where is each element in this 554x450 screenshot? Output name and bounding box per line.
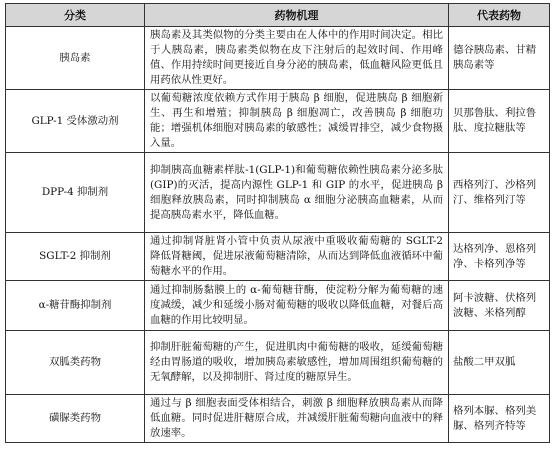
category-cell: α-糖苷酶抑制剂 — [6, 281, 145, 331]
diabetes-drug-table — [5, 3, 550, 443]
header-drugs: 代表药物 — [449, 4, 550, 27]
drugs-cell: 盐酸二甲双胍 — [449, 331, 550, 395]
table-row — [6, 331, 550, 395]
category-cell: 磺脲类药物 — [6, 395, 145, 443]
table-row — [6, 233, 550, 281]
category-cell: 胰岛素 — [6, 27, 145, 90]
table-header-row — [6, 4, 550, 27]
mechanism-cell: 胰岛素及其类似物的分类主要由在人体中的作用时间决定。相比于人胰岛素，胰岛素类似物在皮下注射后的起效时间、作用峰值、作用持续时间更接近自身分泌的胰岛素，低血糖风险更低且用药依从性更好。 — [145, 27, 449, 90]
category-cell: 双胍类药物 — [6, 331, 145, 395]
mechanism-cell: 通过与 β 细胞表面受体相结合，刺激 β 细胞释放胰岛素从而降低血糖。同时促进肝糖原合成，并减缓肝脏葡萄糖向血液中的释放速率。 — [145, 395, 449, 443]
table-row — [6, 90, 550, 153]
drugs-cell: 西格列汀、沙格列汀、维格列汀等 — [449, 153, 550, 233]
table-row — [6, 281, 550, 331]
drugs-cell: 德谷胰岛素、甘精胰岛素等 — [449, 27, 550, 90]
table-row — [6, 153, 550, 233]
category-cell: SGLT-2 抑制剂 — [6, 233, 145, 281]
mechanism-cell: 抑制肝脏葡萄糖的产生，促进肌肉中葡萄糖的吸收，延缓葡萄糖经由胃肠道的吸收，增加胰岛素敏感性，增加周围组织葡萄糖的无氧酵解，以及抑制肝、肾过度的糖原异生。 — [145, 331, 449, 395]
header-category: 分类 — [6, 4, 145, 27]
category-cell: GLP-1 受体激动剂 — [6, 90, 145, 153]
mechanism-cell: 通过抑制肠黏膜上的 α-葡萄糖苷酶，使淀粉分解为葡萄糖的速度减缓，减少和延缓小肠对葡萄糖的吸收以降低血糖，对餐后高血糖的作用比较明显。 — [145, 281, 449, 331]
drug-table-container — [5, 3, 549, 443]
category-cell: DPP-4 抑制剂 — [6, 153, 145, 233]
mechanism-cell: 通过抑制肾脏肾小管中负责从尿液中重吸收葡萄糖的 SGLT-2 降低肾糖阈，促进尿液葡萄糖清除，从而达到降低血液循环中葡萄糖水平的作用。 — [145, 233, 449, 281]
drugs-cell: 阿卡波糖、伏格列波糖、米格列醇 — [449, 281, 550, 331]
drugs-cell: 格列本脲、格列美脲、格列齐特等 — [449, 395, 550, 443]
mechanism-cell: 以葡萄糖浓度依赖方式作用于胰岛 β 细胞，促进胰岛 β 细胞新生、再生和增殖；抑制胰岛 β 细胞凋亡，改善胰岛 β 细胞功能；增强机体细胞对胰岛素的敏感性；减缓胃排空，减少食物摄入量。 — [145, 90, 449, 153]
header-mechanism: 药物机理 — [145, 4, 449, 27]
table-row — [6, 395, 550, 443]
drugs-cell: 达格列净、恩格列净、卡格列净等 — [449, 233, 550, 281]
drugs-cell: 贝那鲁肽、利拉鲁肽、度拉糖肽等 — [449, 90, 550, 153]
mechanism-cell: 抑制胰高血糖素样肽-1(GLP-1)和葡萄糖依赖性胰岛素分泌多肽(GIP)的灭活，提高内源性 GLP-1 和 GIP 的水平，促进胰岛 β 细胞释放胰岛素，同时抑制胰岛 α 细胞分泌胰高血糖素，从而提高胰岛素水平，降低血糖。 — [145, 153, 449, 233]
table-row — [6, 27, 550, 90]
